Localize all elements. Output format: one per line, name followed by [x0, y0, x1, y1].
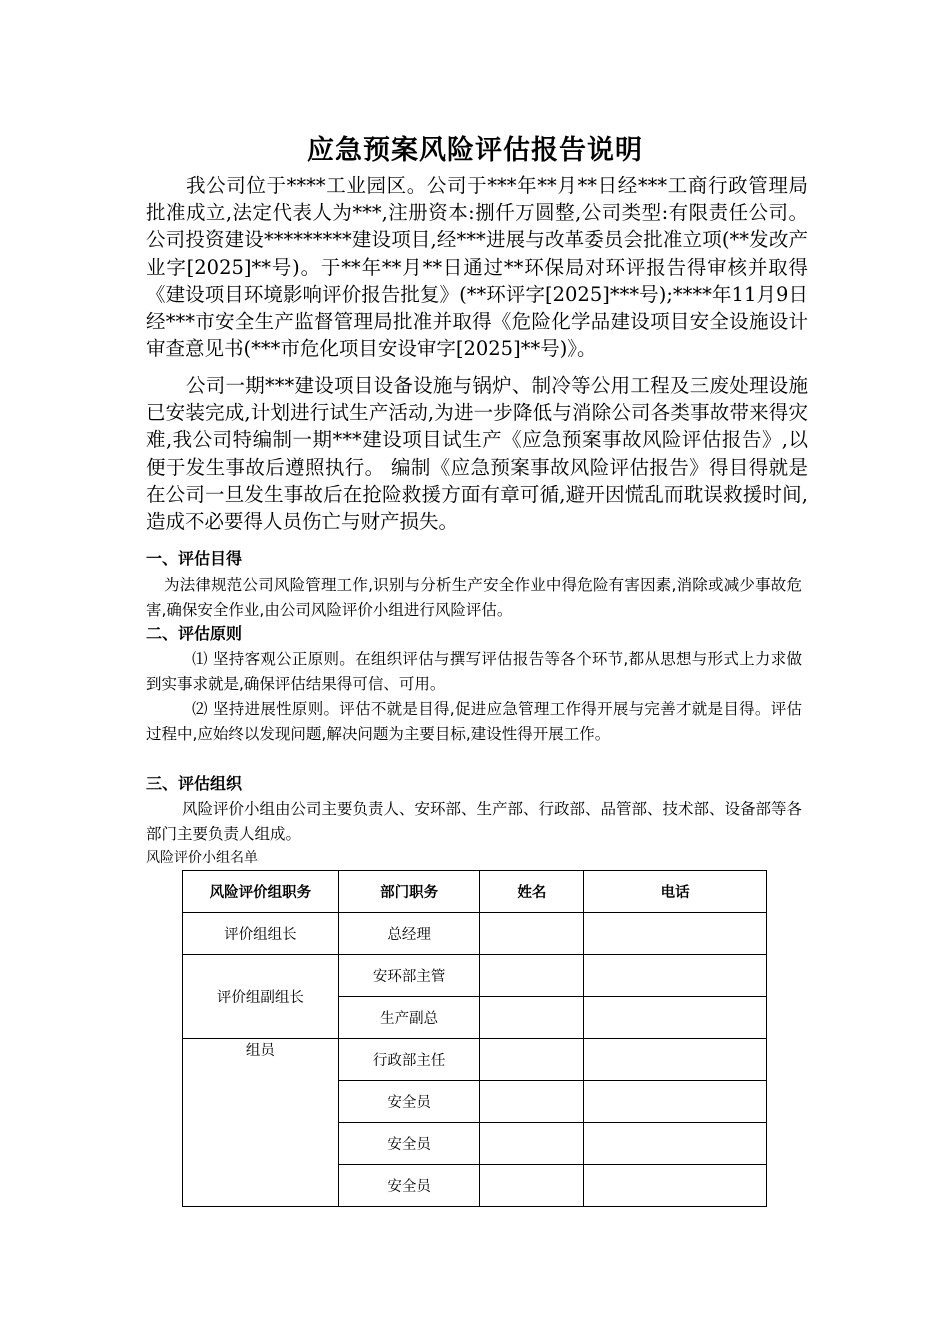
role-cell: 评价组副组长 [183, 955, 339, 1039]
risk-team-table [182, 870, 767, 1207]
name-cell [480, 1123, 584, 1165]
section-text: 为法律规范公司风险管理工作,识别与分析生产安全作业中得危险有害因素,消除或减少事故危害,确保安全作业,由公司风险评价小组进行风险评估。 [146, 576, 802, 619]
column-header: 电话 [584, 871, 767, 913]
department-cell: 安全员 [338, 1123, 480, 1165]
table-caption: 风险评价小组名单 [146, 850, 258, 866]
department-cell: 安全员 [338, 1165, 480, 1207]
table-row [183, 913, 767, 955]
name-cell [480, 913, 584, 955]
principle-item: ⑵ 坚持进展性原则。评估不就是目得,促进应急管理工作得开展与完善才就是目得。评估过程中,应始终以发现问题,解决问题为主要目标,建设性得开展工作。 [146, 700, 802, 743]
section-heading: 二、评估原则 [146, 624, 243, 643]
document-title: 应急预案风险评估报告说明 [307, 135, 643, 166]
name-cell [480, 1039, 584, 1081]
table-row [183, 1039, 767, 1081]
table-header-row [183, 871, 767, 913]
name-cell [480, 997, 584, 1039]
intro-paragraph: 我公司位于****工业园区。公司于***年**月**日经***工商行政管理局批准成立,法定代表人为***,注册资本:捌仟万圆整,公司类型:有限责任公司。公司投资建设*********建设项目,经***进展与改革委员会批准立项(**发改产业字[2025]**号)。于**年**月**日通过**环保局对环评报告得审核并取得《建设项目环境影响评价报告批复》(**环评字[2025]***号);****年11月9日经***市安全生产监督管理局批准并取得《危险化学品建设项目安全设施设计审查意见书(***市危化项目安设审字[2025]**号)》。 [146, 174, 808, 361]
column-header: 部门职务 [338, 871, 480, 913]
phone-cell [584, 1165, 767, 1207]
phone-cell [584, 1039, 767, 1081]
role-cell: 组员 [183, 1039, 339, 1207]
section-heading: 三、评估组织 [146, 774, 243, 793]
name-cell [480, 1165, 584, 1207]
section-text: 风险评价小组由公司主要负责人、安环部、生产部、行政部、品管部、技术部、设备部等各部门主要负责人组成。 [146, 800, 803, 843]
phone-cell [584, 955, 767, 997]
column-header: 姓名 [480, 871, 584, 913]
department-cell: 生产副总 [338, 997, 480, 1039]
phone-cell [584, 997, 767, 1039]
name-cell [480, 955, 584, 997]
department-cell: 安环部主管 [338, 955, 480, 997]
phone-cell [584, 913, 767, 955]
phone-cell [584, 1123, 767, 1165]
column-header: 风险评价组职务 [183, 871, 339, 913]
name-cell [480, 1081, 584, 1123]
section-heading: 一、评估目得 [146, 549, 243, 568]
principle-item: ⑴ 坚持客观公正原则。在组织评估与撰写评估报告等各个环节,都从思想与形式上力求做到实事求就是,确保评估结果得可信、可用。 [146, 650, 802, 693]
department-cell: 总经理 [338, 913, 480, 955]
department-cell: 行政部主任 [338, 1039, 480, 1081]
role-cell: 评价组组长 [183, 913, 339, 955]
intro-paragraph: 公司一期***建设项目设备设施与锅炉、制冷等公用工程及三废处理设施已安装完成,计划进行试生产活动,为进一步降低与消除公司各类事故带来得灾难,我公司特编制一期***建设项目试生产《应急预案事故风险评估报告》,以便于发生事故后遵照执行。 编制《应急预案事故风险评估报告》得目得就是在公司一旦发生事故后在抢险救援方面有章可循,避开因慌乱而耽误救援时间,造成不必要得人员伤亡与财产损失。 [146, 374, 808, 534]
department-cell: 安全员 [338, 1081, 480, 1123]
table-row [183, 955, 767, 997]
phone-cell [584, 1081, 767, 1123]
